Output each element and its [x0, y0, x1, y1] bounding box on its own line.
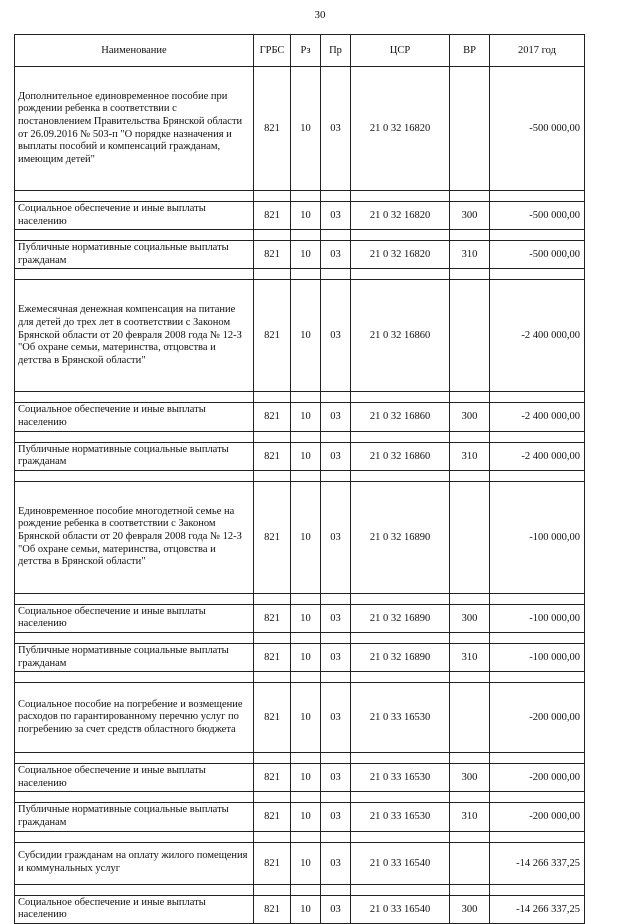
table-row: [15, 202, 585, 230]
cell-grbs: 821: [254, 442, 291, 470]
spacer-cell: [321, 230, 351, 241]
spacer-cell: [351, 230, 450, 241]
spacer-cell: [321, 269, 351, 280]
cell-rz: 10: [291, 67, 321, 191]
cell-sum: -200 000,00: [490, 803, 585, 831]
cell-vr: 300: [450, 202, 490, 230]
cell-csr: 21 0 32 16820: [351, 202, 450, 230]
spacer-cell: [291, 470, 321, 481]
spacer-cell: [450, 884, 490, 895]
spacer-cell: [291, 632, 321, 643]
cell-pr: 03: [321, 202, 351, 230]
cell-rz: 10: [291, 803, 321, 831]
spacer-cell: [450, 431, 490, 442]
spacer-cell: [351, 632, 450, 643]
spacer-cell: [450, 392, 490, 403]
cell-pr: 03: [321, 403, 351, 431]
spacer-cell: [450, 672, 490, 683]
cell-pr: 03: [321, 842, 351, 884]
cell-vr: 300: [450, 604, 490, 632]
cell-name: Социальное обеспечение и иные выплаты населению: [15, 403, 254, 431]
row-spacer: [15, 593, 585, 604]
cell-rz: 10: [291, 241, 321, 269]
spacer-cell: [291, 884, 321, 895]
spacer-cell: [321, 392, 351, 403]
row-spacer: [15, 792, 585, 803]
row-spacer: [15, 230, 585, 241]
cell-grbs: 821: [254, 803, 291, 831]
cell-csr: 21 0 32 16890: [351, 481, 450, 593]
cell-csr: 21 0 32 16890: [351, 643, 450, 671]
spacer-cell: [450, 269, 490, 280]
spacer-cell: [490, 753, 585, 764]
cell-sum: -100 000,00: [490, 643, 585, 671]
cell-rz: 10: [291, 280, 321, 392]
header-name: Наименование: [15, 35, 254, 67]
spacer-cell: [254, 831, 291, 842]
cell-vr: 300: [450, 895, 490, 923]
cell-sum: -500 000,00: [490, 202, 585, 230]
cell-name: Дополнительное единовременное пособие при рождении ребенка в соответствии с постановлением Правительства Брянской области от 26.09.2016 № 503-п "О порядке назначения и выплаты пособий и компенсаций гражданам, имеющим детей": [15, 67, 254, 191]
spacer-cell: [450, 593, 490, 604]
cell-name: Социальное пособие на погребение и возмещение расходов по гарантированному перечню услуг по погребению за счет средств областного бюджета: [15, 683, 254, 753]
spacer-cell: [351, 269, 450, 280]
spacer-cell: [351, 792, 450, 803]
spacer-cell: [254, 269, 291, 280]
spacer-cell: [490, 470, 585, 481]
table-row: [15, 683, 585, 753]
header-rz: Рз: [291, 35, 321, 67]
spacer-cell: [254, 632, 291, 643]
cell-csr: 21 0 33 16540: [351, 895, 450, 923]
spacer-cell: [450, 792, 490, 803]
header-grbs: ГРБС: [254, 35, 291, 67]
row-spacer: [15, 884, 585, 895]
cell-pr: 03: [321, 481, 351, 593]
cell-pr: 03: [321, 67, 351, 191]
spacer-cell: [321, 191, 351, 202]
spacer-cell: [254, 230, 291, 241]
cell-csr: 21 0 33 16540: [351, 842, 450, 884]
spacer-cell: [351, 593, 450, 604]
spacer-cell: [351, 884, 450, 895]
spacer-cell: [15, 470, 254, 481]
spacer-cell: [15, 191, 254, 202]
header-csr: ЦСР: [351, 35, 450, 67]
cell-grbs: 821: [254, 764, 291, 792]
cell-vr: [450, 842, 490, 884]
spacer-cell: [490, 672, 585, 683]
cell-vr: 310: [450, 803, 490, 831]
row-spacer: [15, 431, 585, 442]
header-pr: Пр: [321, 35, 351, 67]
spacer-cell: [291, 269, 321, 280]
cell-pr: 03: [321, 683, 351, 753]
spacer-cell: [15, 831, 254, 842]
spacer-cell: [15, 884, 254, 895]
row-spacer: [15, 753, 585, 764]
spacer-cell: [351, 191, 450, 202]
spacer-cell: [291, 431, 321, 442]
cell-rz: 10: [291, 842, 321, 884]
cell-sum: -200 000,00: [490, 683, 585, 753]
cell-csr: 21 0 32 16890: [351, 604, 450, 632]
spacer-cell: [15, 230, 254, 241]
cell-sum: -500 000,00: [490, 67, 585, 191]
spacer-cell: [490, 269, 585, 280]
cell-name: Публичные нормативные социальные выплаты гражданам: [15, 643, 254, 671]
cell-name: Публичные нормативные социальные выплаты гражданам: [15, 803, 254, 831]
spacer-cell: [321, 884, 351, 895]
spacer-cell: [291, 392, 321, 403]
cell-sum: -100 000,00: [490, 481, 585, 593]
cell-csr: 21 0 32 16820: [351, 241, 450, 269]
cell-rz: 10: [291, 202, 321, 230]
cell-sum: -2 400 000,00: [490, 403, 585, 431]
cell-vr: 310: [450, 442, 490, 470]
cell-grbs: 821: [254, 604, 291, 632]
table-row: [15, 241, 585, 269]
spacer-cell: [490, 884, 585, 895]
spacer-cell: [321, 431, 351, 442]
spacer-cell: [15, 792, 254, 803]
spacer-cell: [450, 230, 490, 241]
spacer-cell: [351, 392, 450, 403]
spacer-cell: [15, 593, 254, 604]
row-spacer: [15, 269, 585, 280]
table-row: [15, 842, 585, 884]
spacer-cell: [490, 191, 585, 202]
cell-name: Социальное обеспечение и иные выплаты населению: [15, 764, 254, 792]
row-spacer: [15, 470, 585, 481]
table-header-row: [15, 35, 585, 67]
cell-name: Социальное обеспечение и иные выплаты населению: [15, 604, 254, 632]
spacer-cell: [291, 792, 321, 803]
spacer-cell: [450, 831, 490, 842]
cell-pr: 03: [321, 604, 351, 632]
spacer-cell: [321, 632, 351, 643]
cell-pr: 03: [321, 280, 351, 392]
spacer-cell: [254, 191, 291, 202]
spacer-cell: [321, 593, 351, 604]
cell-vr: [450, 67, 490, 191]
cell-csr: 21 0 32 16860: [351, 442, 450, 470]
spacer-cell: [351, 470, 450, 481]
spacer-cell: [291, 191, 321, 202]
spacer-cell: [490, 230, 585, 241]
spacer-cell: [254, 431, 291, 442]
spacer-cell: [321, 753, 351, 764]
spacer-cell: [254, 884, 291, 895]
row-spacer: [15, 191, 585, 202]
cell-grbs: 821: [254, 895, 291, 923]
spacer-cell: [291, 831, 321, 842]
cell-pr: 03: [321, 803, 351, 831]
cell-csr: 21 0 33 16530: [351, 683, 450, 753]
cell-grbs: 821: [254, 202, 291, 230]
table-row: [15, 442, 585, 470]
cell-sum: -2 400 000,00: [490, 280, 585, 392]
spacer-cell: [490, 831, 585, 842]
spacer-cell: [450, 470, 490, 481]
cell-rz: 10: [291, 442, 321, 470]
page-number: 30: [314, 9, 326, 21]
spacer-cell: [15, 672, 254, 683]
spacer-cell: [490, 593, 585, 604]
cell-pr: 03: [321, 241, 351, 269]
cell-name: Публичные нормативные социальные выплаты гражданам: [15, 241, 254, 269]
cell-rz: 10: [291, 643, 321, 671]
spacer-cell: [450, 191, 490, 202]
cell-name: Социальное обеспечение и иные выплаты населению: [15, 895, 254, 923]
cell-vr: [450, 481, 490, 593]
row-spacer: [15, 672, 585, 683]
spacer-cell: [291, 672, 321, 683]
cell-name: Социальное обеспечение и иные выплаты населению: [15, 202, 254, 230]
spacer-cell: [254, 392, 291, 403]
spacer-cell: [450, 632, 490, 643]
cell-vr: 310: [450, 643, 490, 671]
cell-grbs: 821: [254, 643, 291, 671]
cell-vr: [450, 683, 490, 753]
cell-pr: 03: [321, 764, 351, 792]
header-year: 2017 год: [490, 35, 585, 67]
cell-rz: 10: [291, 481, 321, 593]
table-row: [15, 280, 585, 392]
spacer-cell: [291, 230, 321, 241]
cell-name: Публичные нормативные социальные выплаты гражданам: [15, 442, 254, 470]
cell-sum: -500 000,00: [490, 241, 585, 269]
spacer-cell: [351, 672, 450, 683]
table-row: [15, 643, 585, 671]
spacer-cell: [254, 672, 291, 683]
cell-rz: 10: [291, 764, 321, 792]
cell-grbs: 821: [254, 683, 291, 753]
spacer-cell: [490, 392, 585, 403]
cell-vr: 310: [450, 241, 490, 269]
spacer-cell: [321, 470, 351, 481]
spacer-cell: [321, 672, 351, 683]
cell-rz: 10: [291, 403, 321, 431]
table-row: [15, 403, 585, 431]
cell-name: Единовременное пособие многодетной семье на рождение ребенка в соответствии с Законом Брянской области от 20 февраля 2008 года № 12-З "Об охране семьи, материнства, отцовства и детства в Брянской области": [15, 481, 254, 593]
cell-grbs: 821: [254, 280, 291, 392]
table-row: [15, 803, 585, 831]
row-spacer: [15, 392, 585, 403]
cell-grbs: 821: [254, 241, 291, 269]
cell-csr: 21 0 33 16530: [351, 803, 450, 831]
cell-vr: 300: [450, 403, 490, 431]
spacer-cell: [351, 753, 450, 764]
cell-pr: 03: [321, 895, 351, 923]
cell-csr: 21 0 32 16820: [351, 67, 450, 191]
cell-sum: -2 400 000,00: [490, 442, 585, 470]
cell-grbs: 821: [254, 403, 291, 431]
spacer-cell: [254, 753, 291, 764]
spacer-cell: [291, 753, 321, 764]
spacer-cell: [450, 753, 490, 764]
spacer-cell: [490, 431, 585, 442]
cell-csr: 21 0 32 16860: [351, 280, 450, 392]
row-spacer: [15, 831, 585, 842]
cell-vr: [450, 280, 490, 392]
header-vr: ВР: [450, 35, 490, 67]
cell-rz: 10: [291, 683, 321, 753]
table-row: [15, 604, 585, 632]
table-row: [15, 895, 585, 923]
spacer-cell: [15, 269, 254, 280]
cell-csr: 21 0 33 16530: [351, 764, 450, 792]
spacer-cell: [254, 792, 291, 803]
spacer-cell: [254, 593, 291, 604]
table-row: [15, 764, 585, 792]
spacer-cell: [15, 392, 254, 403]
spacer-cell: [490, 632, 585, 643]
cell-name: Ежемесячная денежная компенсация на питание для детей до трех лет в соответствии с Законом Брянской области от 20 февраля 2008 года № 12-З "Об охране семьи, материнства, отцовства и детства в Брянской области": [15, 280, 254, 392]
budget-table: [14, 34, 585, 924]
spacer-cell: [351, 831, 450, 842]
table-row: [15, 67, 585, 191]
cell-pr: 03: [321, 643, 351, 671]
spacer-cell: [254, 470, 291, 481]
spacer-cell: [15, 632, 254, 643]
cell-sum: -14 266 337,25: [490, 842, 585, 884]
cell-grbs: 821: [254, 67, 291, 191]
spacer-cell: [351, 431, 450, 442]
cell-grbs: 821: [254, 842, 291, 884]
cell-grbs: 821: [254, 481, 291, 593]
cell-csr: 21 0 32 16860: [351, 403, 450, 431]
cell-rz: 10: [291, 604, 321, 632]
cell-vr: 300: [450, 764, 490, 792]
spacer-cell: [321, 792, 351, 803]
table-body: [15, 67, 585, 924]
cell-sum: -14 266 337,25: [490, 895, 585, 923]
cell-sum: -200 000,00: [490, 764, 585, 792]
cell-rz: 10: [291, 895, 321, 923]
table-row: [15, 481, 585, 593]
row-spacer: [15, 632, 585, 643]
spacer-cell: [291, 593, 321, 604]
spacer-cell: [321, 831, 351, 842]
spacer-cell: [15, 753, 254, 764]
cell-pr: 03: [321, 442, 351, 470]
spacer-cell: [15, 431, 254, 442]
cell-name: Субсидии гражданам на оплату жилого помещения и коммунальных услуг: [15, 842, 254, 884]
spacer-cell: [490, 792, 585, 803]
cell-sum: -100 000,00: [490, 604, 585, 632]
